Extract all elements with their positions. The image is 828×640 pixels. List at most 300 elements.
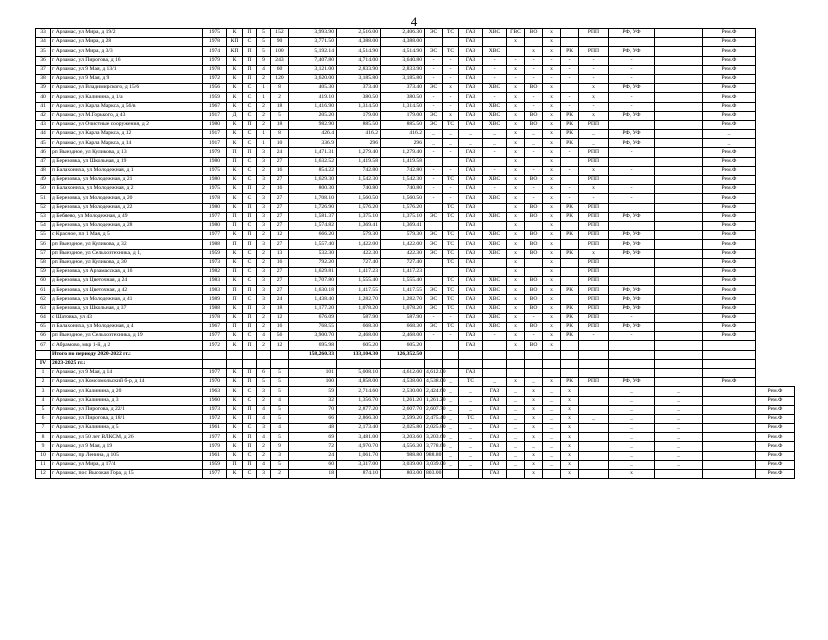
table-cell: - — [579, 102, 609, 111]
table-cell: ВО — [525, 231, 543, 240]
table-cell: К — [227, 185, 243, 194]
table-cell: - — [483, 65, 507, 74]
table-cell: РК — [561, 203, 579, 212]
table-cell: 2023-2025 гг.: — [51, 359, 203, 368]
table-cell: - — [425, 56, 443, 65]
table-cell: 67 — [36, 341, 51, 350]
table-cell: КП — [227, 47, 243, 56]
table-cell — [561, 84, 579, 93]
table-cell: ГАЗ — [459, 84, 483, 93]
table-cell — [655, 111, 703, 120]
table-cell: 3 — [257, 470, 271, 479]
table-cell: Рем.Ф — [703, 38, 756, 47]
table-cell: х — [543, 157, 561, 166]
table-cell: 1989 — [203, 295, 227, 304]
table-cell — [257, 350, 271, 359]
table-cell: х — [525, 433, 543, 442]
table-cell: Рем.Ф — [703, 258, 756, 267]
table-cell: С — [243, 424, 257, 433]
table-cell: 5 — [257, 29, 271, 38]
table-cell: 3 — [257, 277, 271, 286]
table-cell: 1975 — [203, 29, 227, 38]
table-cell — [203, 359, 227, 368]
table-cell: 10 — [36, 451, 51, 460]
table-cell: П — [243, 442, 257, 451]
table-cell: 1977 — [203, 332, 227, 341]
table-cell: 1,560.50 — [381, 194, 425, 203]
table-cell: 296 — [337, 139, 381, 148]
table-cell: 12 — [271, 231, 289, 240]
table-cell: 3,203.60 — [425, 433, 443, 442]
table-cell: 3 — [257, 194, 271, 203]
table-cell — [655, 139, 703, 148]
table-cell: РПП — [579, 212, 609, 221]
table-row — [36, 313, 795, 322]
table-row — [36, 396, 795, 405]
table-cell: 4 — [271, 396, 289, 405]
table-cell: 792.20 — [289, 258, 337, 267]
table-cell: 7 — [36, 424, 51, 433]
table-cell: ВО — [525, 111, 543, 120]
table-cell: К — [227, 451, 243, 460]
table-cell: 4 — [36, 396, 51, 405]
table-row — [36, 56, 795, 65]
table-cell: Рем.Ф — [703, 249, 756, 258]
table-cell: РФ, УФ — [609, 231, 655, 240]
table-cell: 1,542.30 — [337, 176, 381, 185]
table-cell: 1,282.70 — [381, 295, 425, 304]
table-cell: 3 — [271, 451, 289, 460]
table-cell: 1956 — [203, 84, 227, 93]
table-cell: _ — [507, 433, 525, 442]
table-cell — [655, 194, 703, 203]
table-cell: _ — [443, 396, 459, 405]
table-body — [36, 29, 795, 479]
table-cell: Рем.Ф — [703, 157, 756, 166]
table-cell: - — [561, 194, 579, 203]
table-cell: 5 — [257, 378, 271, 387]
table-cell: с Шатовка, ул 43 — [51, 313, 203, 322]
table-cell: х — [609, 470, 655, 479]
table-cell: 7,407.80 — [289, 56, 337, 65]
table-cell: П — [243, 56, 257, 65]
table-cell: 48 — [289, 424, 337, 433]
table-cell: х — [507, 267, 525, 276]
table-cell — [459, 359, 483, 368]
table-cell: _ — [443, 424, 459, 433]
table-cell: Рем.Ф — [703, 212, 756, 221]
table-row — [36, 194, 795, 203]
table-cell: Рем.Ф — [756, 451, 795, 460]
table-cell: _ — [425, 130, 443, 139]
table-cell: К — [227, 203, 243, 212]
table-cell: С — [243, 470, 257, 479]
table-cell: РК — [561, 47, 579, 56]
table-cell: 1975 — [203, 166, 227, 175]
table-cell: 1963 — [203, 387, 227, 396]
table-cell: _ — [655, 460, 703, 469]
table-cell: 57 — [36, 249, 51, 258]
table-row — [36, 93, 795, 102]
table-cell: _ — [543, 387, 561, 396]
table-cell: 1959 — [203, 249, 227, 258]
table-cell: 988.80 — [381, 451, 425, 460]
table-cell: 3 — [257, 157, 271, 166]
table-cell — [655, 166, 703, 175]
table-cell: 12 — [271, 341, 289, 350]
table-cell: 1,555.40 — [381, 277, 425, 286]
table-cell — [579, 405, 609, 414]
table-cell: г Арзамас, ул Карла Маркса, д 14 — [51, 139, 203, 148]
table-cell: х — [543, 378, 561, 387]
table-cell: Рем.Ф — [756, 433, 795, 442]
table-cell: П — [243, 231, 257, 240]
table-cell: - — [425, 74, 443, 83]
table-cell: _ — [459, 424, 483, 433]
table-cell: 35 — [36, 47, 51, 56]
table-cell: Рем.Ф — [703, 166, 756, 175]
housing-table — [35, 28, 795, 479]
table-cell: 2,714.60 — [337, 387, 381, 396]
table-cell: 1,417.55 — [381, 286, 425, 295]
table-row — [36, 29, 795, 38]
table-cell: РПП — [579, 47, 609, 56]
table-cell: ГАЗ — [459, 166, 483, 175]
table-cell: 587.90 — [337, 313, 381, 322]
table-cell: - — [425, 185, 443, 194]
table-cell: 65 — [36, 323, 51, 332]
table-cell: 18 — [271, 304, 289, 313]
table-cell: г Арзамас, ул Мира, д 17/4 — [51, 460, 203, 469]
table-cell: 668.30 — [381, 323, 425, 332]
table-cell: 1972 — [203, 341, 227, 350]
table-cell: ГАЗ — [459, 304, 483, 313]
table-cell: 11 — [36, 460, 51, 469]
table-cell — [655, 120, 703, 129]
table-cell: х — [507, 240, 525, 249]
table-cell: х — [543, 139, 561, 148]
table-cell: ХВС — [483, 323, 507, 332]
table-cell: 1959 — [203, 93, 227, 102]
table-cell: _ — [459, 442, 483, 451]
table-cell: ЭС — [425, 29, 443, 38]
table-cell: ГАЗ — [459, 313, 483, 322]
table-row — [36, 249, 795, 258]
table-cell: 60 — [271, 65, 289, 74]
table-cell: х — [507, 102, 525, 111]
table-cell: х — [507, 203, 525, 212]
table-cell: ГАЗ — [459, 93, 483, 102]
table-cell: К — [227, 231, 243, 240]
table-cell: _ — [543, 460, 561, 469]
table-cell: 1980 — [203, 120, 227, 129]
table-cell: 8 — [271, 130, 289, 139]
table-cell: П — [243, 74, 257, 83]
table-cell: х — [561, 442, 579, 451]
table-cell — [655, 29, 703, 38]
table-cell — [525, 258, 543, 267]
table-cell: П — [243, 203, 257, 212]
table-cell: 3,185.80 — [381, 74, 425, 83]
table-cell: - — [609, 74, 655, 83]
table-cell — [425, 258, 443, 267]
table-cell: - — [609, 148, 655, 157]
table-cell: _ — [703, 130, 756, 139]
table-cell: П — [243, 148, 257, 157]
table-cell: д Березовка, ул Молодежная, д 28 — [51, 221, 203, 230]
table-cell: РПП — [579, 231, 609, 240]
table-cell — [655, 249, 703, 258]
table-cell: х — [525, 460, 543, 469]
table-row — [36, 221, 795, 230]
table-cell: х — [507, 176, 525, 185]
table-cell: г Арзамас, ул Владимирского, д 15/6 — [51, 84, 203, 93]
table-cell: 426.4 — [289, 130, 337, 139]
table-cell: х — [525, 424, 543, 433]
table-row — [36, 451, 795, 460]
table-cell: РПП — [579, 157, 609, 166]
table-cell — [507, 350, 525, 359]
table-cell: _ — [507, 405, 525, 414]
table-cell: Рем.Ф — [703, 221, 756, 230]
table-cell: 4,538.00 — [425, 378, 443, 387]
table-cell: с Красное, пл 1 Мая, д 5 — [51, 231, 203, 240]
table-cell: 39 — [36, 84, 51, 93]
table-cell: 579.30 — [381, 231, 425, 240]
table-cell: РК — [561, 323, 579, 332]
table-cell: РПП — [579, 304, 609, 313]
table-cell: 2,406.30 — [381, 29, 425, 38]
table-cell: ГАЗ — [459, 111, 483, 120]
table-cell: К — [227, 368, 243, 377]
table-cell: ГАЗ — [459, 157, 483, 166]
table-cell: 4,858.00 — [337, 378, 381, 387]
table-cell: - — [443, 74, 459, 83]
table-cell — [507, 470, 525, 479]
table-cell: х — [561, 405, 579, 414]
table-cell: РФ, УФ — [609, 286, 655, 295]
table-cell — [655, 313, 703, 322]
table-row — [36, 387, 795, 396]
table-cell: - — [561, 148, 579, 157]
table-cell: 988.80 — [425, 451, 443, 460]
table-cell — [609, 359, 655, 368]
table-cell: - — [483, 166, 507, 175]
table-cell: 56 — [271, 332, 289, 341]
table-cell: 133,104.30 — [337, 350, 381, 359]
table-cell — [655, 277, 703, 286]
table-cell: _ — [443, 433, 459, 442]
table-cell: 36 — [36, 56, 51, 65]
table-cell: Рем.Ф — [703, 194, 756, 203]
table-cell: 3,993.90 — [289, 29, 337, 38]
table-cell: д Березовка, ул Школьная, д 37 — [51, 304, 203, 313]
table-cell: _ — [507, 424, 525, 433]
table-cell: _ — [655, 433, 703, 442]
table-cell: 27 — [271, 157, 289, 166]
table-cell: - — [609, 194, 655, 203]
table-cell: 1,560.50 — [337, 194, 381, 203]
table-cell: 66 — [36, 332, 51, 341]
table-cell: х — [507, 65, 525, 74]
table-cell: _ — [525, 139, 543, 148]
table-cell: - — [525, 74, 543, 83]
table-cell: РФ, УФ — [609, 212, 655, 221]
table-cell: 727.40 — [337, 258, 381, 267]
table-cell: ХВС — [483, 249, 507, 258]
table-cell — [655, 286, 703, 295]
table-cell: ВО — [525, 212, 543, 221]
table-cell — [579, 424, 609, 433]
table-cell: х — [543, 212, 561, 221]
table-cell — [425, 341, 443, 350]
table-cell: - — [561, 93, 579, 102]
table-cell: 1,708.10 — [289, 194, 337, 203]
table-cell: 1975 — [203, 185, 227, 194]
table-cell: С — [243, 176, 257, 185]
table-cell: 2,025.80 — [425, 424, 443, 433]
table-cell: 34 — [36, 38, 51, 47]
table-cell: 1977 — [203, 212, 227, 221]
table-cell: ЭС — [425, 84, 443, 93]
table-cell: С — [243, 38, 257, 47]
table-cell: С — [243, 194, 257, 203]
table-cell: К — [227, 433, 243, 442]
table-cell: ХВС — [483, 212, 507, 221]
table-cell: г Арзамас, пр Ленина, д 105 — [51, 451, 203, 460]
table-cell: 422.30 — [381, 249, 425, 258]
table-cell: 2 — [36, 378, 51, 387]
table-cell: 1 — [36, 368, 51, 377]
table-cell: 373.40 — [381, 84, 425, 93]
table-cell: 1,279.40 — [337, 148, 381, 157]
table-cell: 1917 — [203, 111, 227, 120]
table-cell: 5 — [257, 38, 271, 47]
table-cell: ХВС — [483, 194, 507, 203]
table-cell: _ — [655, 424, 703, 433]
table-cell: 4 — [257, 65, 271, 74]
table-cell: 16 — [271, 323, 289, 332]
table-cell: ХВС — [483, 295, 507, 304]
table-cell: ГАЗ — [459, 249, 483, 258]
table-cell — [579, 368, 609, 377]
table-cell: К — [227, 74, 243, 83]
table-cell: х — [507, 93, 525, 102]
table-cell: 5 — [271, 111, 289, 120]
table-cell: 803.00 — [425, 470, 443, 479]
table-cell — [483, 359, 507, 368]
table-cell: ГАЗ — [459, 148, 483, 157]
table-cell: х — [507, 323, 525, 332]
table-cell: ТС — [443, 277, 459, 286]
table-cell: 1961 — [203, 451, 227, 460]
table-cell: Рем.Ф — [703, 47, 756, 56]
table-cell — [483, 350, 507, 359]
table-cell: РПП — [579, 29, 609, 38]
table-cell: С — [243, 84, 257, 93]
table-cell: - — [609, 93, 655, 102]
table-cell: 2 — [257, 258, 271, 267]
table-cell: _ — [655, 396, 703, 405]
table-cell: 1,574.82 — [289, 221, 337, 230]
table-cell: Рем.Ф — [703, 240, 756, 249]
table-cell: х — [543, 38, 561, 47]
table-cell: 27 — [271, 176, 289, 185]
table-cell: 1967 — [203, 323, 227, 332]
table-cell: КП — [227, 38, 243, 47]
table-cell: Рем.Ф — [703, 65, 756, 74]
table-cell — [483, 203, 507, 212]
table-cell: 16 — [271, 166, 289, 175]
table-cell: 3,900.70 — [289, 332, 337, 341]
table-cell: 1,557.40 — [289, 240, 337, 249]
table-cell: х — [543, 203, 561, 212]
table-cell: 44 — [36, 130, 51, 139]
table-cell: х — [507, 185, 525, 194]
table-cell: Рем.Ф — [756, 387, 795, 396]
table-cell: _ — [507, 387, 525, 396]
table-cell — [655, 341, 703, 350]
table-cell: ВО — [525, 277, 543, 286]
table-cell: 27 — [271, 203, 289, 212]
table-cell: 1,314.50 — [381, 102, 425, 111]
table-cell: д Березовка, ул Школьная, д 19 — [51, 157, 203, 166]
table-row — [36, 378, 795, 387]
table-cell: П — [243, 120, 257, 129]
table-cell: 56 — [36, 240, 51, 249]
table-cell: - — [609, 65, 655, 74]
table-cell: 51 — [36, 194, 51, 203]
table-cell: х — [507, 313, 525, 322]
table-cell: 2,877.20 — [337, 405, 381, 414]
table-cell: С — [243, 166, 257, 175]
table-cell: 62 — [36, 295, 51, 304]
table-cell: С — [243, 277, 257, 286]
table-cell: РПП — [579, 313, 609, 322]
table-cell: - — [609, 166, 655, 175]
table-cell: 1,576.20 — [337, 203, 381, 212]
table-cell: 405.30 — [289, 84, 337, 93]
table-cell: П — [227, 148, 243, 157]
table-cell: х — [507, 139, 525, 148]
table-cell: Рем.Ф — [703, 148, 756, 157]
table-cell: 13 — [271, 249, 289, 258]
table-cell: 579.30 — [337, 231, 381, 240]
table-cell: г Арзамас, ул Пирогова, д 18/1 — [51, 414, 203, 423]
table-cell: ЭС — [425, 304, 443, 313]
table-cell: _ — [655, 387, 703, 396]
table-cell — [561, 38, 579, 47]
table-cell — [609, 258, 655, 267]
table-cell: РК — [561, 313, 579, 322]
table-cell: 4,388.00 — [381, 38, 425, 47]
table-cell: 1977 — [203, 470, 227, 479]
table-cell: - — [579, 332, 609, 341]
table-cell — [579, 433, 609, 442]
table-cell: - — [525, 313, 543, 322]
table-cell: _ — [543, 424, 561, 433]
table-cell: 2,475.40 — [425, 414, 443, 423]
table-cell: 3,778.60 — [425, 442, 443, 451]
table-cell: П — [227, 240, 243, 249]
table-cell: - — [443, 166, 459, 175]
table-cell: - — [483, 74, 507, 83]
table-cell: Рем.Ф — [756, 424, 795, 433]
table-cell: _ — [443, 387, 459, 396]
table-row — [36, 102, 795, 111]
table-cell: - — [443, 56, 459, 65]
table-cell: - — [425, 93, 443, 102]
